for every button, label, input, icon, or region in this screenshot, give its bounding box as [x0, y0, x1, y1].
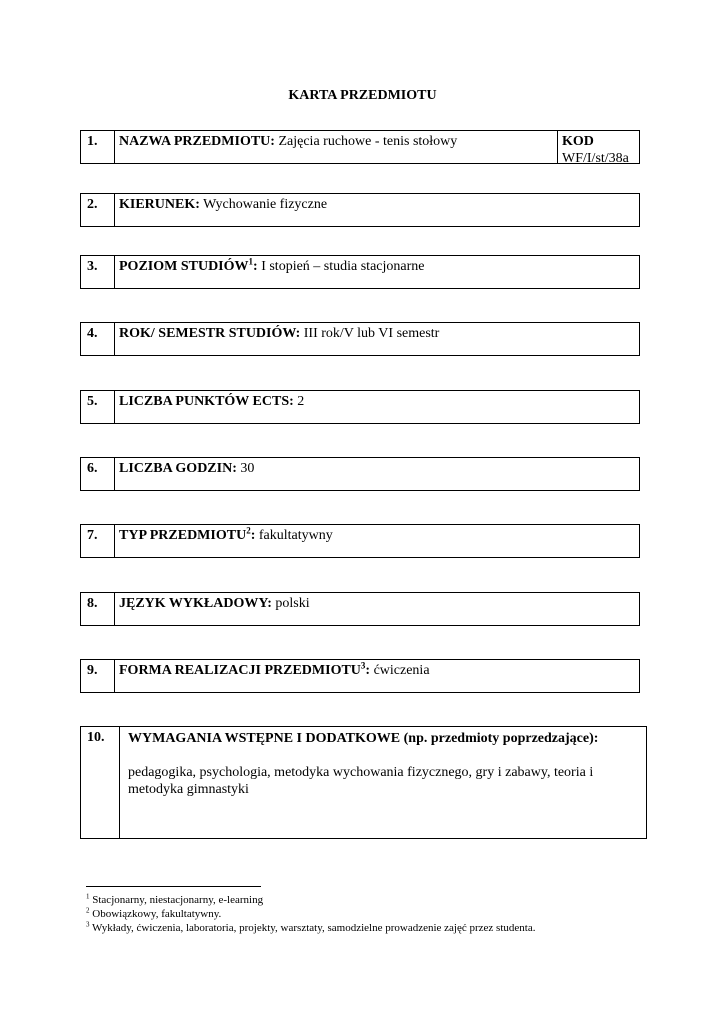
footnote-divider	[86, 886, 261, 887]
field-value: polski	[271, 596, 310, 611]
row-number: 2.	[81, 194, 115, 226]
field-label: TYP PRZEDMIOTU	[119, 528, 247, 543]
field-label: NAZWA PRZEDMIOTU:	[119, 134, 275, 149]
field-value: I stopień – studia stacjonarne	[257, 259, 425, 274]
field-label: ROK/ SEMESTR STUDIÓW:	[119, 326, 301, 341]
field-value: 2	[293, 394, 305, 409]
row-number: 7.	[81, 525, 115, 557]
field-colon: :	[365, 663, 371, 678]
row-content	[115, 458, 639, 490]
field-label: FORMA REALIZACJI PRZEDMIOTU	[119, 663, 361, 678]
row-number: 8.	[81, 593, 115, 625]
row-prerequisites	[80, 726, 647, 839]
field-label: JĘZYK WYKŁADOWY:	[119, 596, 272, 611]
field-value: Zajęcia ruchowe - tenis stołowy	[274, 134, 458, 149]
code-value: WF/I/st/38a	[562, 150, 629, 166]
row-content	[115, 660, 639, 692]
row-number: 5.	[81, 391, 115, 423]
row-number: 4.	[81, 323, 115, 355]
row-number: 3.	[81, 256, 115, 288]
row-content	[115, 256, 639, 288]
row-content	[115, 593, 639, 625]
footnote-3: $^3$ Wykłady, ćwiczenia, laboratoria, projekty, warsztaty, samodzielne prowadzenie zajęć przez studenta.	[86, 919, 536, 934]
field-value: ćwiczenia	[370, 663, 430, 678]
code-label: KOD	[562, 134, 594, 149]
course-code-cell	[557, 131, 639, 166]
footnote-ref: 1	[248, 256, 254, 267]
footnote-ref: 3	[360, 660, 366, 671]
row-course-name	[80, 130, 640, 164]
row-number: 6.	[81, 458, 115, 490]
row-content	[115, 323, 639, 355]
field-value: III rok/V lub VI semestr	[300, 326, 440, 341]
field-value: fakultatywny	[255, 528, 333, 543]
row-number: 10.	[81, 727, 120, 838]
field-value: 30	[236, 461, 255, 476]
row-content	[120, 727, 646, 838]
footnotes	[86, 894, 686, 935]
footnote-1: $^1$ Stacjonarny, niestacjonarny, e-learning	[86, 892, 264, 906]
row-number: 9.	[81, 660, 115, 692]
row-content	[115, 131, 557, 163]
footnote-ref: 2	[246, 525, 251, 536]
row-content	[115, 525, 639, 557]
row-language	[80, 592, 640, 626]
row-content	[115, 391, 639, 423]
field-colon: :	[253, 259, 258, 274]
field-value: pedagogika, psychologia, metodyka wychowania fizycznego, gry i zabawy, teoria i metodyka gimnastyki	[128, 764, 594, 798]
footnote-2: $^2$ Obowiązkowy, fakultatywny.	[86, 906, 222, 920]
field-label: LICZBA GODZIN:	[119, 461, 237, 476]
page-title: KARTA PRZEDMIOTU	[288, 88, 437, 103]
row-content	[115, 194, 639, 226]
field-label: KIERUNEK:	[119, 197, 200, 212]
field-label: POZIOM STUDIÓW	[119, 259, 249, 274]
field-label: WYMAGANIA WSTĘPNE I DODATKOWE (np. przedmioty poprzedzające):	[128, 731, 599, 746]
row-ects-points	[80, 390, 640, 424]
field-value: Wychowanie fizyczne	[199, 197, 328, 212]
row-number: 1.	[81, 131, 115, 163]
field-colon: :	[250, 528, 256, 543]
field-label: LICZBA PUNKTÓW ECTS:	[119, 394, 294, 409]
row-study-level	[80, 255, 640, 289]
row-form-of-delivery	[80, 659, 640, 693]
row-hours	[80, 457, 640, 491]
row-field-of-study	[80, 193, 640, 227]
row-year-semester	[80, 322, 640, 356]
row-course-type	[80, 524, 640, 558]
